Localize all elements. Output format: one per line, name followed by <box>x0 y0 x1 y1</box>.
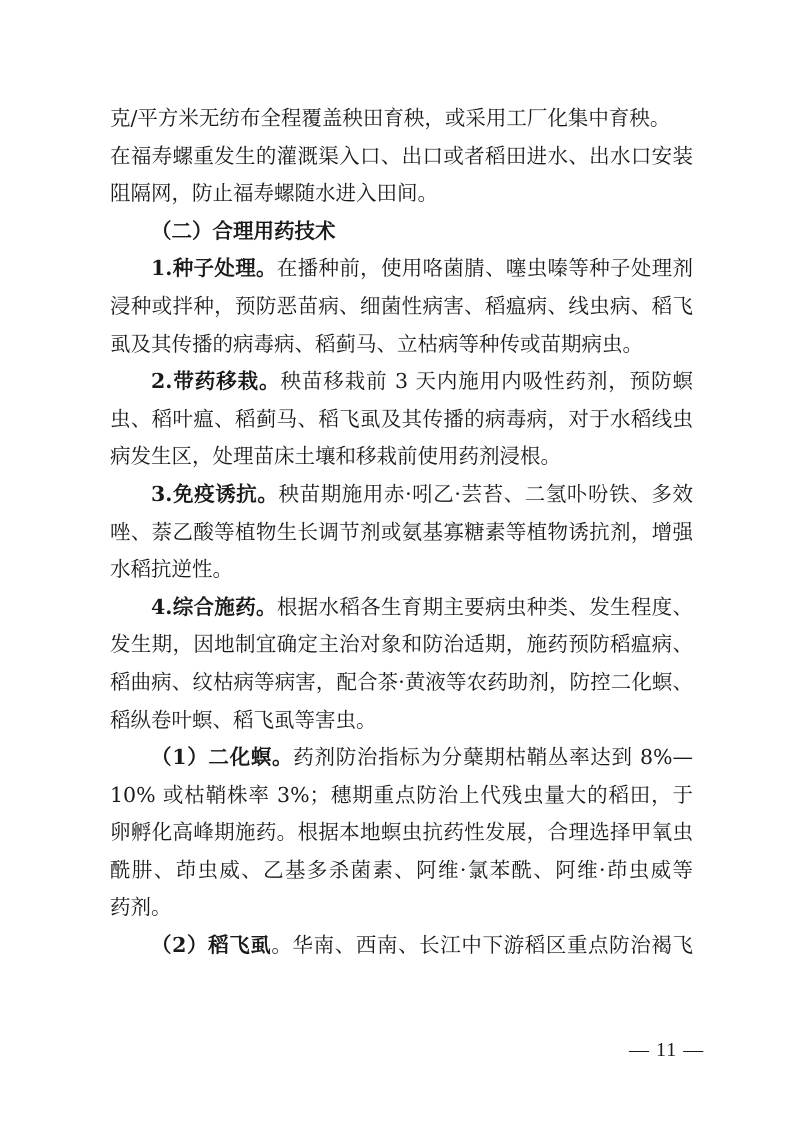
body-line: 虫、稻叶瘟、稻蓟马、稻飞虱及其传播的病毒病，对于水稻线虫 <box>110 406 693 431</box>
paragraph-lead: 2.带药移栽。 <box>151 369 281 394</box>
body-line: 克/平方米无纺布全程覆盖秧田育秧，或采用工厂化集中育秧。 <box>110 106 671 130</box>
paragraph-line: （2）稻飞虱。华南、西南、长江中下游稻区重点防治褐飞 <box>151 933 693 958</box>
paragraph-lead: 1.种子处理。 <box>151 256 277 281</box>
body-line: 药剂。 <box>110 895 172 920</box>
paragraph-lead: 3.免疫诱抗。 <box>151 481 279 506</box>
paragraph-line: 4.综合施药。根据水稻各生育期主要病虫种类、发生程度、 <box>151 594 693 619</box>
paragraph-line: 3.免疫诱抗。秧苗期施用赤·吲乙·芸苔、二氢卟吩铁、多效 <box>151 481 693 506</box>
page-number: — 11 — <box>629 1039 705 1061</box>
body-line: 唑、萘乙酸等植物生长调节剂或氨基寡糖素等植物诱抗剂，增强 <box>110 519 693 544</box>
body-line: 10% 或枯鞘株率 3%；穗期重点防治上代残虫量大的稻田，于 <box>110 782 693 807</box>
document-body <box>110 100 693 965</box>
paragraph-line: 2.带药移栽。秧苗移栽前 3 天内施用内吸性药剂，预防螟 <box>151 369 694 394</box>
body-line: 酰肼、茚虫威、乙基多杀菌素、阿维·氯苯酰、阿维·茚虫威等 <box>110 857 693 882</box>
body-line: 病发生区，处理苗床土壤和移栽前使用药剂浸根。 <box>110 444 561 469</box>
paragraph-line: 1.种子处理。在播种前，使用咯菌腈、噻虫嗪等种子处理剂 <box>151 256 693 281</box>
paragraph-lead: （2）稻飞虱 <box>151 933 272 958</box>
section-heading: （二）合理用药技术 <box>151 218 336 243</box>
body-line: 虱及其传播的病毒病、稻蓟马、立枯病等种传或苗期病虫。 <box>110 331 643 356</box>
body-line: 发生期，因地制宜确定主治对象和防治适期，施药预防稻瘟病、 <box>110 632 693 657</box>
paragraph-lead: （1）二化螟。 <box>151 745 294 770</box>
body-line: 稻曲病、纹枯病等病害，配合茶·黄液等农药助剂，防控二化螟、 <box>110 669 693 694</box>
body-line: 在福寿螺重发生的灌溉渠入口、出口或者稻田进水、出水口安装 <box>110 143 693 168</box>
body-line: 水稻抗逆性。 <box>110 557 233 582</box>
body-line: 稻纵卷叶螟、稻飞虱等害虫。 <box>110 707 377 732</box>
body-line: 阻隔网，防止福寿螺随水进入田间。 <box>110 181 438 206</box>
paragraph-lead: 4.综合施药。 <box>151 594 277 619</box>
body-line: 卵孵化高峰期施药。根据本地螟虫抗药性发展，合理选择甲氧虫 <box>110 820 693 845</box>
body-line: 浸种或拌种，预防恶苗病、细菌性病害、稻瘟病、线虫病、稻飞 <box>110 293 693 318</box>
paragraph-line: （1）二化螟。药剂防治指标为分蘖期枯鞘丛率达到 8%— <box>151 745 693 770</box>
